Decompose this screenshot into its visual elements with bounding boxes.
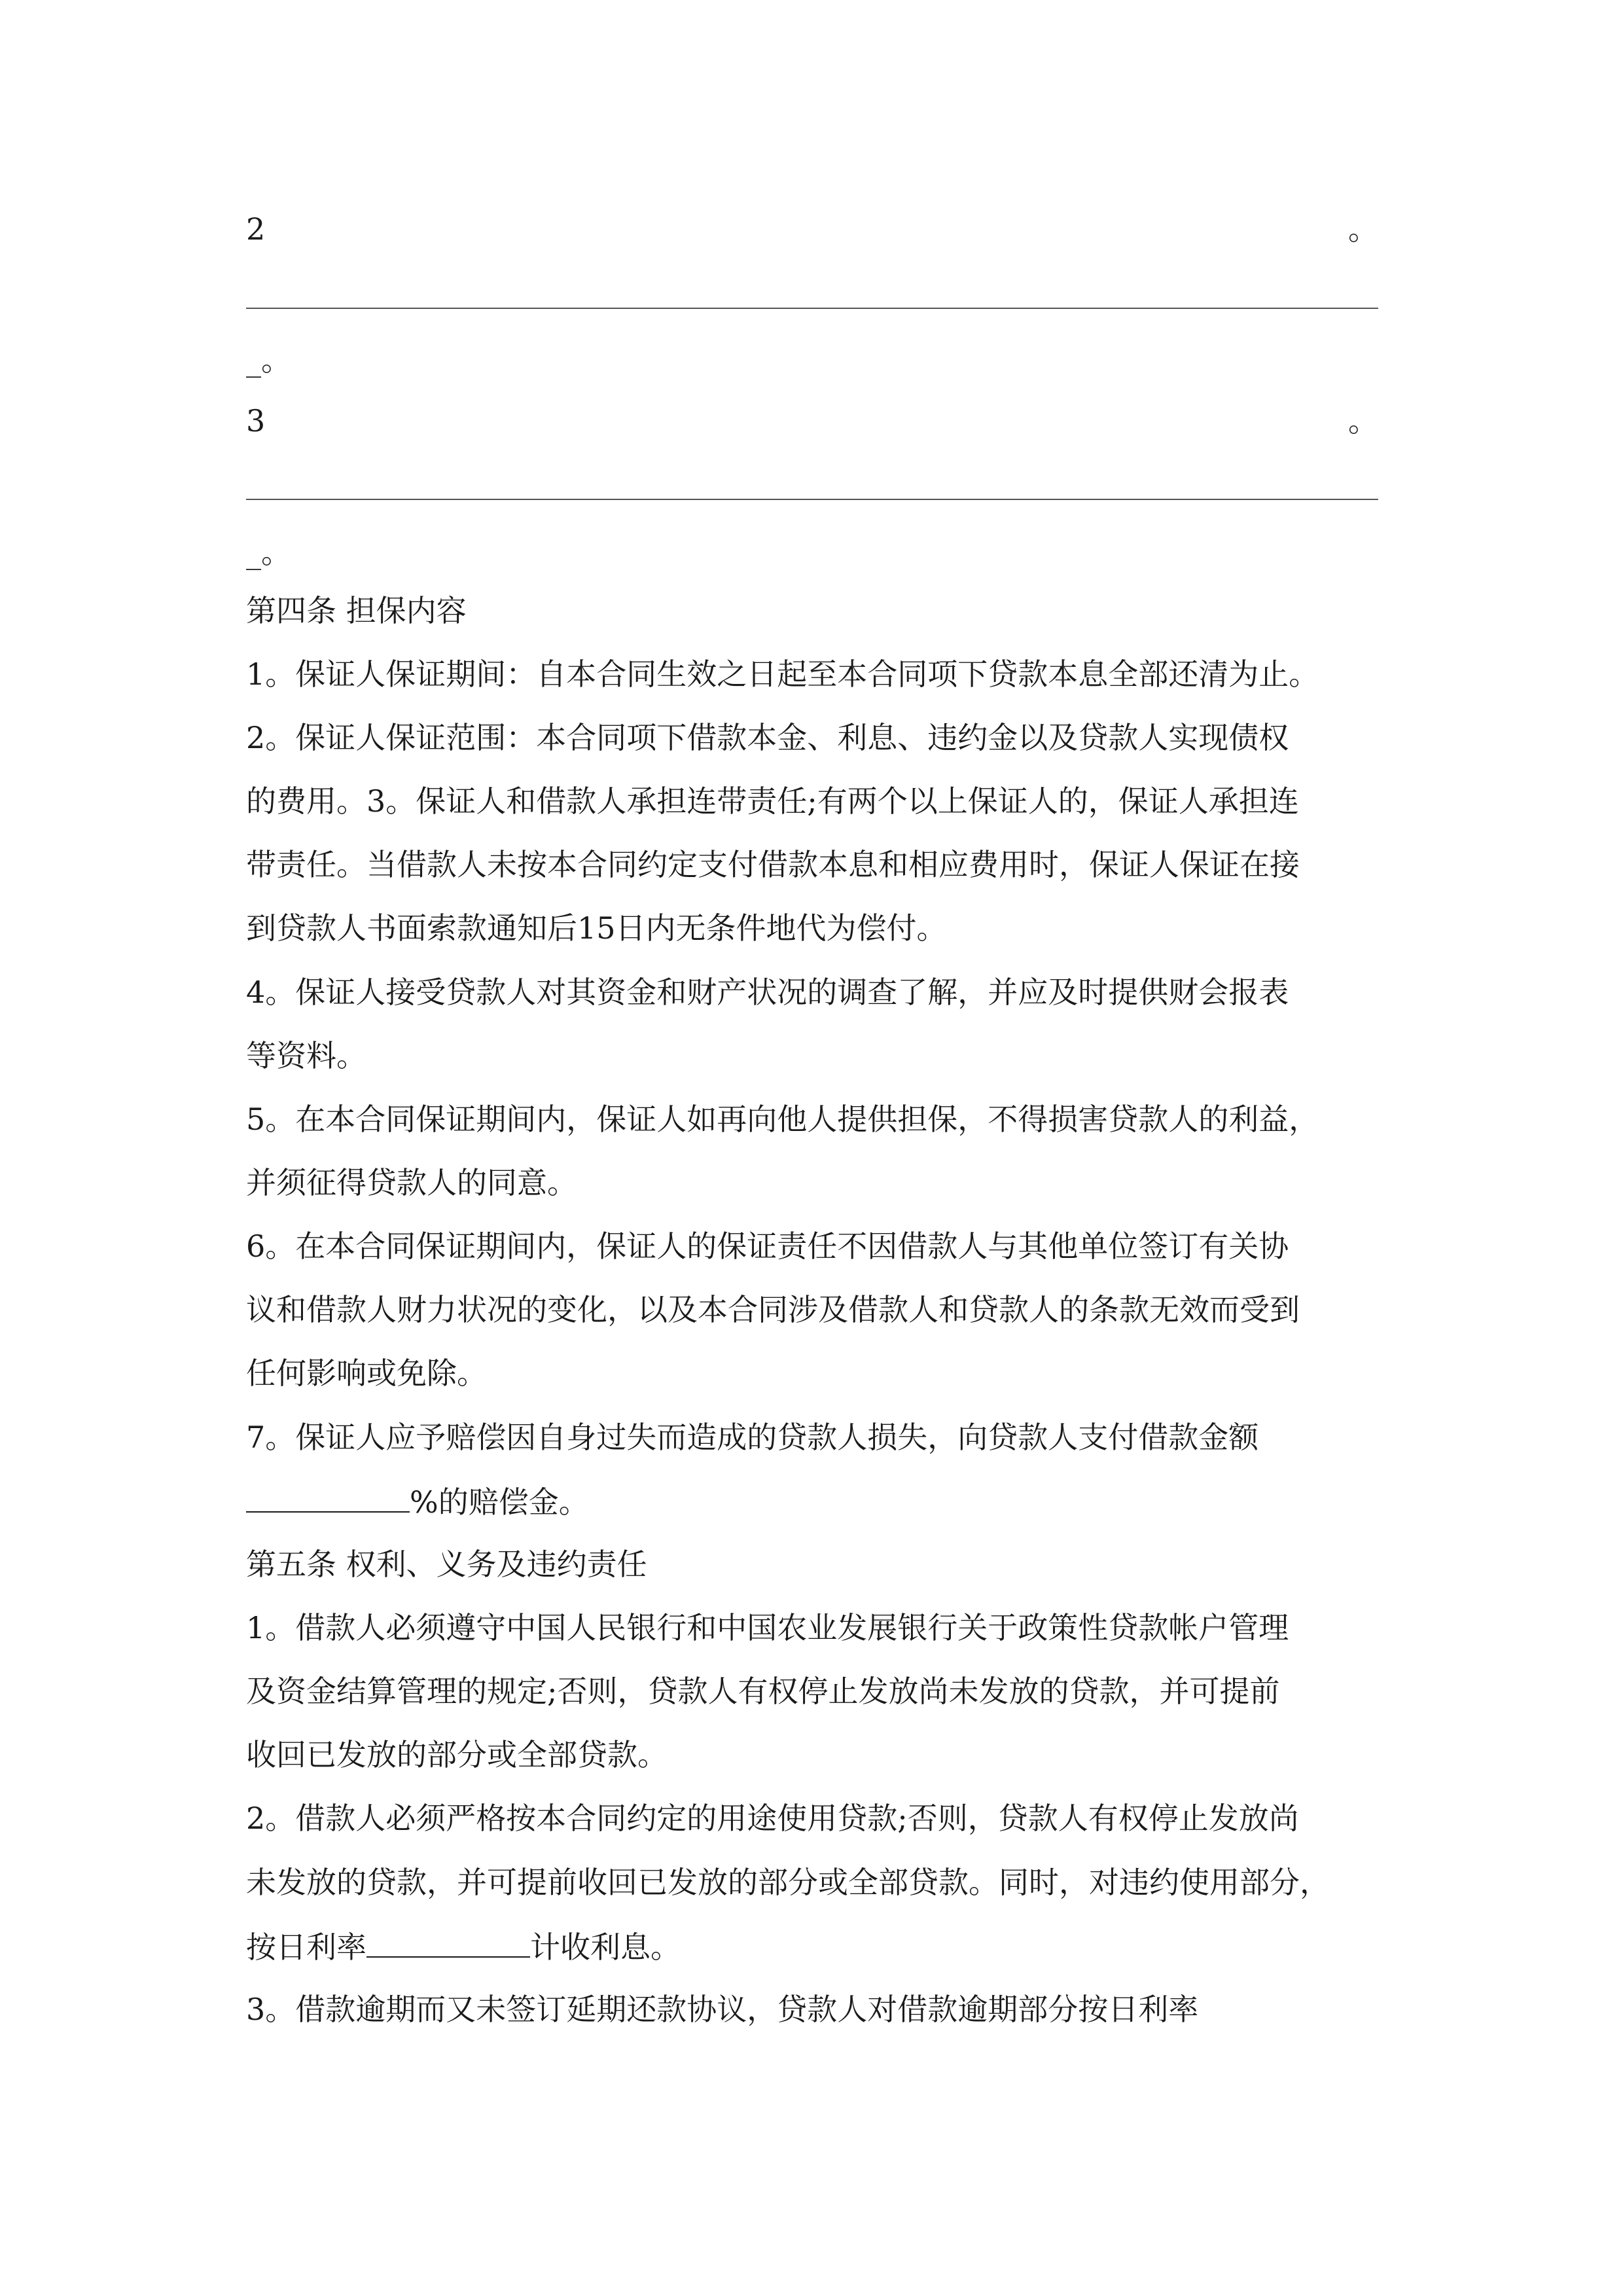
item-3-rule	[246, 499, 1378, 500]
rate-prefix: 按日利率	[246, 1929, 366, 1965]
article-4-line: 带责任。当借款人未按本合同约定支付借款本息和相应费用时，保证人保证在接	[246, 847, 1300, 882]
article-4-line: 7。保证人应予赔偿因自身过失而造成的贷款人损失，向贷款人支付借款金额	[246, 1420, 1259, 1455]
compensation-percent-blank[interactable]	[246, 1481, 410, 1513]
article-4-line-7-continued	[246, 1481, 1378, 1520]
item-2-rule	[246, 308, 1378, 309]
article-5-line: 未发放的贷款，并可提前收回已发放的部分或全部贷款。同时，对违约使用部分，	[246, 1865, 1330, 1900]
article-5-line: 2。借款人必须严格按本合同约定的用途使用贷款;否则，贷款人有权停止发放尚	[246, 1801, 1299, 1836]
article-4-line: 4。保证人接受贷款人对其资金和财产状况的调查了解，并应及时提供财会报表	[246, 975, 1289, 1010]
item-2-number: 2	[246, 211, 266, 247]
article-4-line: 议和借款人财力状况的变化，以及本合同涉及借款人和贷款人的条款无效而受到	[246, 1292, 1300, 1327]
item-3-tail: _。	[246, 535, 291, 570]
article-4-line: 6。在本合同保证期间内，保证人的保证责任不因借款人与其他单位签订有关协	[246, 1229, 1289, 1264]
daily-rate-blank[interactable]	[366, 1926, 530, 1958]
item-3-period: 。	[1348, 403, 1378, 439]
article-4-line: 到贷款人书面索款通知后15日内无条件地代为偿付。	[246, 910, 947, 946]
rate-suffix: 计收利息。	[530, 1929, 681, 1965]
item-3-number: 3	[246, 403, 266, 439]
article-4-line: 2。保证人保证范围：本合同项下借款本金、利息、违约金以及贷款人实现债权	[246, 720, 1289, 755]
item-2-period: 。	[1348, 211, 1378, 247]
article-5-line: 收回已发放的部分或全部贷款。	[246, 1737, 668, 1772]
item-2-tail: _。	[246, 342, 291, 378]
article-4-line: 并须征得贷款人的同意。	[246, 1165, 577, 1200]
article-5-line: 3。借款逾期而又未签订延期还款协议，贷款人对借款逾期部分按日利率	[246, 1992, 1199, 2027]
article-4-line: 1。保证人保证期间：自本合同生效之日起至本合同项下贷款本息全部还清为止。	[246, 656, 1319, 692]
item-2-row	[246, 209, 1378, 249]
article-5-heading: 第五条 权利、义务及违约责任	[246, 1547, 647, 1582]
article-4-line: 任何影响或免除。	[246, 1355, 487, 1391]
article-5-rate-line	[246, 1926, 1378, 1965]
article-5-line: 1。借款人必须遵守中国人民银行和中国农业发展银行关于政策性贷款帐户管理	[246, 1610, 1289, 1645]
article-4-line: 5。在本合同保证期间内，保证人如再向他人提供担保，不得损害贷款人的利益，	[246, 1102, 1319, 1137]
article-4-line: 等资料。	[246, 1038, 366, 1073]
article-5-line: 及资金结算管理的规定;否则，贷款人有权停止发放尚未发放的贷款，并可提前	[246, 1674, 1280, 1709]
compensation-suffix: %的赔偿金。	[410, 1484, 589, 1520]
article-4-line: 的费用。3。保证人和借款人承担连带责任;有两个以上保证人的，保证人承担连	[246, 783, 1299, 819]
article-4-heading: 第四条 担保内容	[246, 593, 467, 628]
item-3-row	[246, 401, 1378, 440]
